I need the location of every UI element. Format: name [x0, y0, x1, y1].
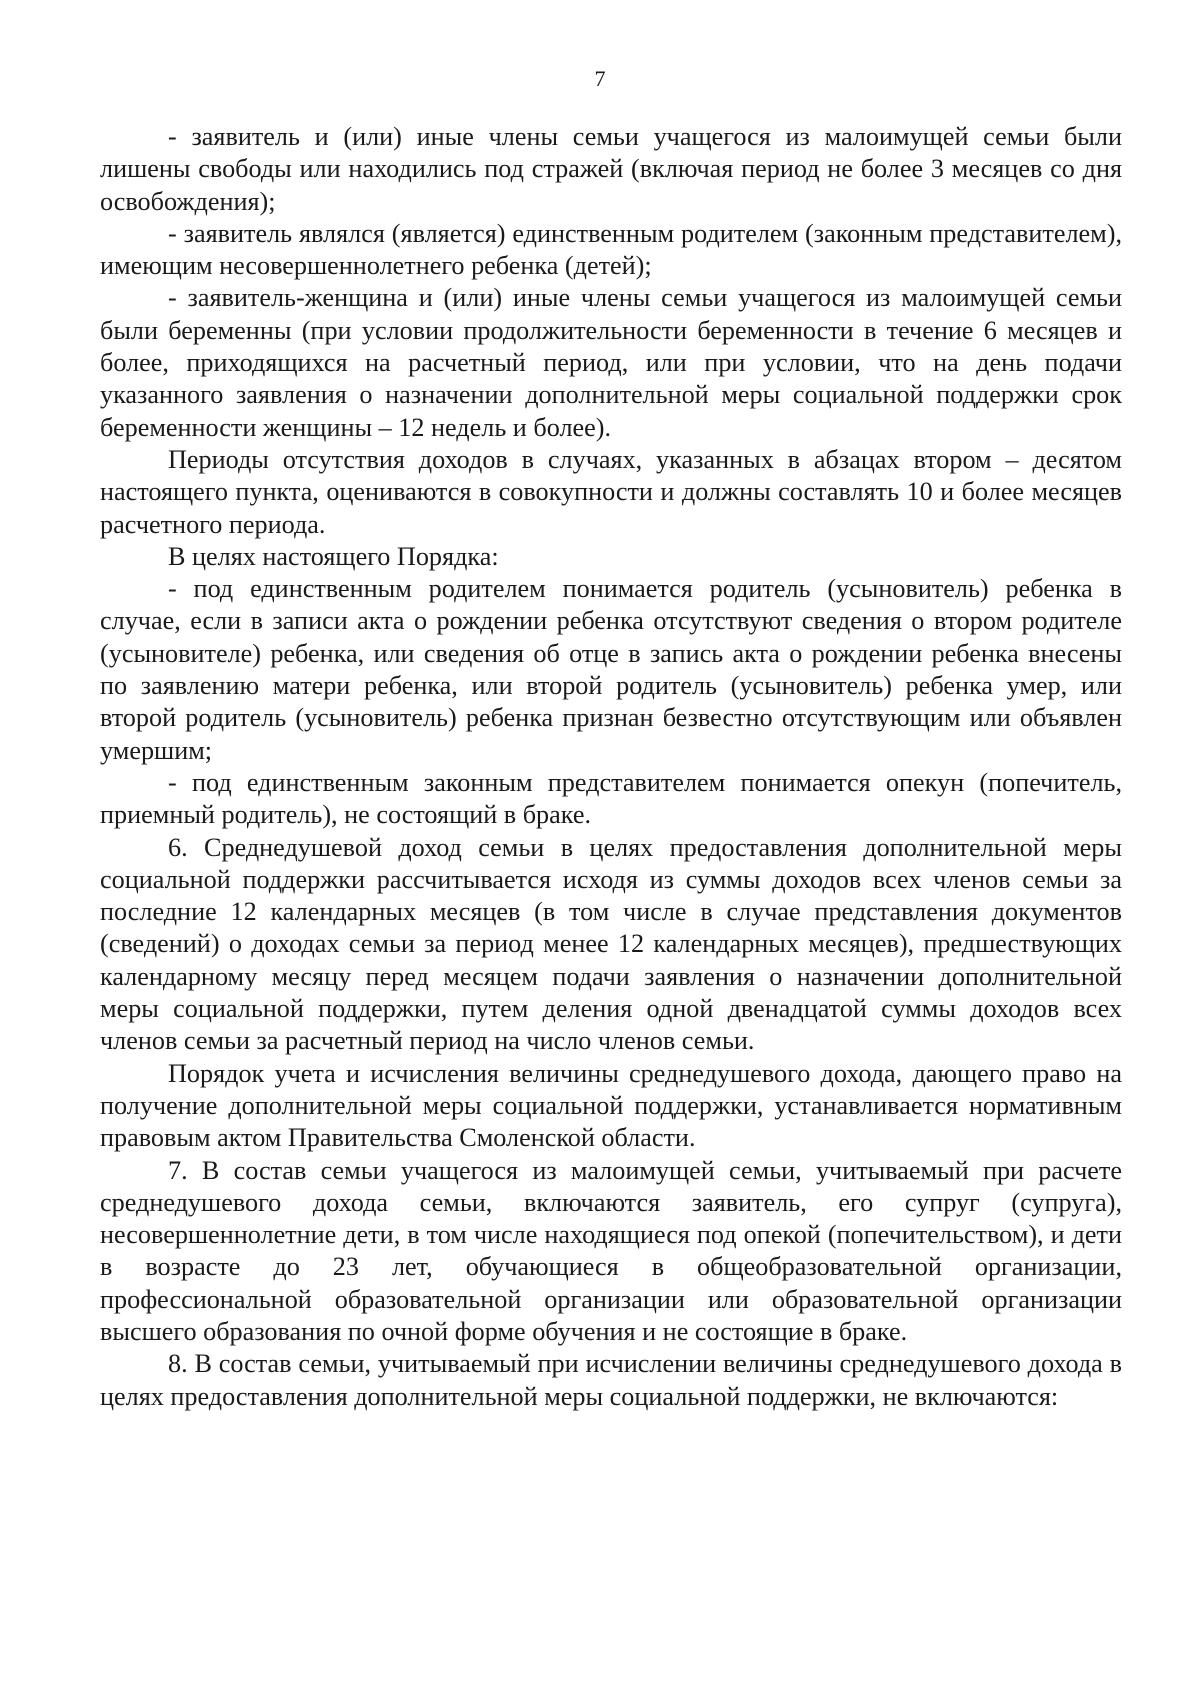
document-body	[100, 121, 1122, 1413]
paragraph-9: Порядок учета и исчисления величины среднедушевого дохода, дающего право на получение дополнительной меры социальной поддержки, устанавливается нормативным правовым актом Правительства Смоленской области.	[100, 1058, 1122, 1153]
paragraph-5: В целях настоящего Порядка:	[168, 541, 499, 571]
paragraph-7: - под единственным законным представителем понимается опекун (попечитель, приемный родитель), не состоящий в браке.	[100, 767, 1122, 830]
paragraph-1: - заявитель и (или) иные члены семьи учащегося из малоимущей семьи были лишены свободы или находились под стражей (включая период не более 3 месяцев со дня освобождения);	[100, 122, 1122, 216]
paragraph-4: Периоды отсутствия доходов в случаях, указанных в абзацах втором – десятом настоящего пункта, оцениваются в совокупности и должны составлять 10 и более месяцев расчетного периода.	[100, 444, 1122, 539]
paragraph-11: 8. В состав семьи, учитываемый при исчислении величины среднедушевого дохода в целях предоставления дополнительной меры социальной поддержки, не включаются:	[100, 1349, 1122, 1411]
page-number: 7	[594, 66, 606, 91]
paragraph-6: - под единственным родителем понимается родитель (усыновитель) ребенка в случае, если в записи акта о рождении ребенка отсутствуют сведения о втором родителе (усыновителе) ребенка, или сведения об отце в запись акта о рождении ребенка внесены по заявлению матери ребенка, или второй родитель (усыновитель) ребенка умер, или второй родитель (усыновитель) ребенка признан безвестно отсутствующим или объявлен умершим;	[100, 574, 1122, 765]
paragraph-10: 7. В состав семьи учащегося из малоимущей семьи, учитываемый при расчете среднедушевого дохода семьи, включаются заявитель, его супруг (супруга), несовершеннолетние дети, в том числе находящиеся под опекой (попечительством), и дети в возрасте до 23 лет, обучающиеся в общеобразовательной организации, профессиональной образовательной организации или образовательной организации высшего образования по очной форме обучения и не состоящие в браке.	[100, 1155, 1122, 1346]
paragraph-8: 6. Среднедушевой доход семьи в целях предоставления дополнительной меры социальной поддержки рассчитывается исходя из суммы доходов всех членов семьи за последние 12 календарных месяцев (в том числе в случае представления документов (сведений) о доходах семьи за период менее 12 календарных месяцев), предшествующих календарному месяцу перед месяцем подачи заявления о назначении дополнительной меры социальной поддержки, путем деления одной двенадцатой суммы доходов всех членов семьи за расчетный период на число членов семьи.	[100, 832, 1122, 1056]
paragraph-3: - заявитель-женщина и (или) иные члены семьи учащегося из малоимущей семьи были беременны (при условии продолжительности беременности в течение 6 месяцев и более, приходящихся на расчетный период, или при условии, что на день подачи указанного заявления о назначении дополнительной меры социальной поддержки срок беременности женщины – 12 недель и более).	[100, 283, 1122, 442]
paragraph-2: - заявитель являлся (является) единственным родителем (законным представителем), имеющим несовершеннолетнего ребенка (детей);	[100, 218, 1122, 281]
